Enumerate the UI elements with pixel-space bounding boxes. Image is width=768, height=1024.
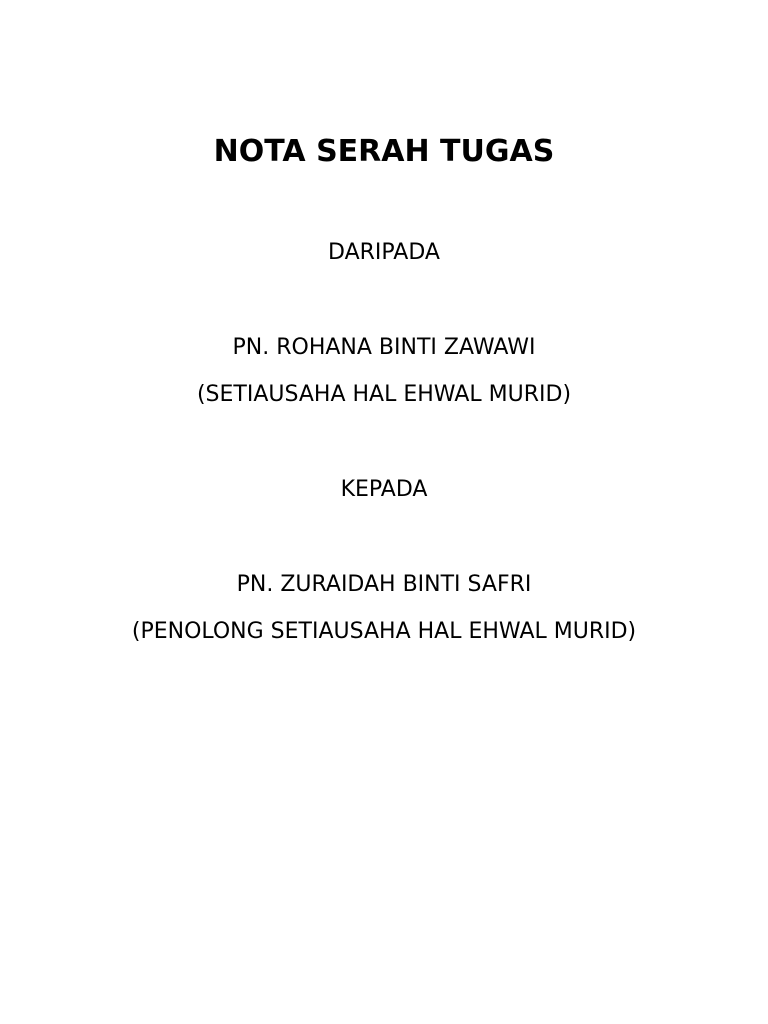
from-name: PN. ROHANA BINTI ZAWAWI [232,335,536,360]
to-label: KEPADA [340,477,428,502]
document-title: NOTA SERAH TUGAS [213,134,555,169]
from-label: DARIPADA [328,240,440,265]
from-role: (SETIAUSAHA HAL EHWAL MURID) [196,382,572,407]
to-name: PN. ZURAIDAH BINTI SAFRI [236,572,532,597]
to-role: (PENOLONG SETIAUSAHA HAL EHWAL MURID) [131,619,637,644]
